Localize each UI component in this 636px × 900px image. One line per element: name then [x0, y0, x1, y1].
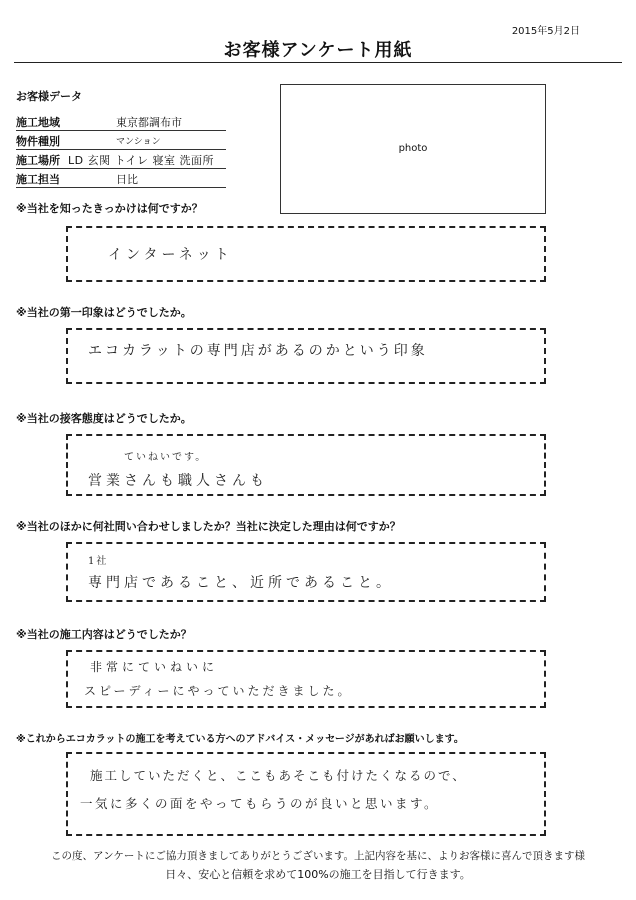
- survey-date: 2015年5月2日: [511, 26, 580, 37]
- property-type-label: 物件種別: [16, 135, 60, 148]
- question-1: ※当社を知ったきっかけは何ですか？: [16, 202, 203, 215]
- answer-5-line-1: 非常にていねいに: [90, 660, 219, 674]
- answer-box-5: [66, 650, 546, 708]
- staff-row: [16, 169, 226, 188]
- answer-box-2: [66, 328, 546, 384]
- answer-box-3: [66, 434, 546, 496]
- photo-placeholder: [280, 84, 546, 214]
- area-row: [16, 112, 226, 131]
- question-2: ※当社の第一印象はどうでしたか。: [16, 306, 192, 319]
- answer-4-line-1: 1社: [88, 556, 109, 567]
- question-4: ※当社のほかに何社問い合わせしましたか？当社に決定した理由は何ですか？: [16, 520, 401, 533]
- answer-5-line-2: スピーディーにやっていただきました。: [84, 684, 353, 698]
- answer-3-line-2: 営業さんも職人さんも: [88, 473, 268, 489]
- answer-box-6: [66, 752, 546, 836]
- customer-data-table: [16, 112, 226, 188]
- construction-place-label: 施工場所: [16, 154, 60, 167]
- photo-label: photo: [398, 143, 428, 154]
- page-title: お客様アンケート用紙: [223, 40, 413, 61]
- answer-box-4: [66, 542, 546, 602]
- customer-data-heading: お客様データ: [16, 90, 82, 103]
- answer-1-line-1: インターネット: [108, 247, 233, 263]
- answer-box-1: [66, 226, 546, 282]
- construction-place-row: [16, 150, 226, 169]
- answer-6-line-1: 施工していただくと、ここもあそこも付けたくなるので、: [90, 768, 467, 783]
- question-3: ※当社の接客態度はどうでしたか。: [16, 412, 192, 425]
- area-label: 施工地域: [16, 116, 60, 129]
- answer-3-line-1: ていねいです。: [124, 452, 208, 463]
- question-6: ※これからエコカラットの施工を考えている方へのアドバイス・メッセージがあればお願いします。: [16, 734, 464, 745]
- footer-line-2: 日々、安心と信頼を求めて100%の施工を目指して行きます。: [165, 868, 471, 881]
- property-type-row: [16, 131, 226, 150]
- staff-value: 日比: [116, 173, 138, 186]
- title-underline: [14, 62, 622, 63]
- answer-2-line-1: エコカラットの専門店があるのかという印象: [88, 343, 428, 359]
- construction-place-value: LD 玄関 トイレ 寝室 洗面所: [68, 154, 215, 167]
- question-5: ※当社の施工内容はどうでしたか？: [16, 628, 192, 641]
- footer-line-1: この度、アンケートにご協力頂きましてありがとうございます。上記内容を基に、よりお客様に喜んで頂きます様: [50, 850, 586, 862]
- staff-label: 施工担当: [16, 173, 60, 186]
- answer-4-line-2: 専門店であること、近所であること。: [88, 575, 394, 591]
- property-type-value: マンション: [116, 137, 161, 147]
- area-value: 東京都調布市: [116, 116, 182, 129]
- answer-6-line-2: 一気に多くの面をやってもらうのが良いと思います。: [80, 796, 440, 811]
